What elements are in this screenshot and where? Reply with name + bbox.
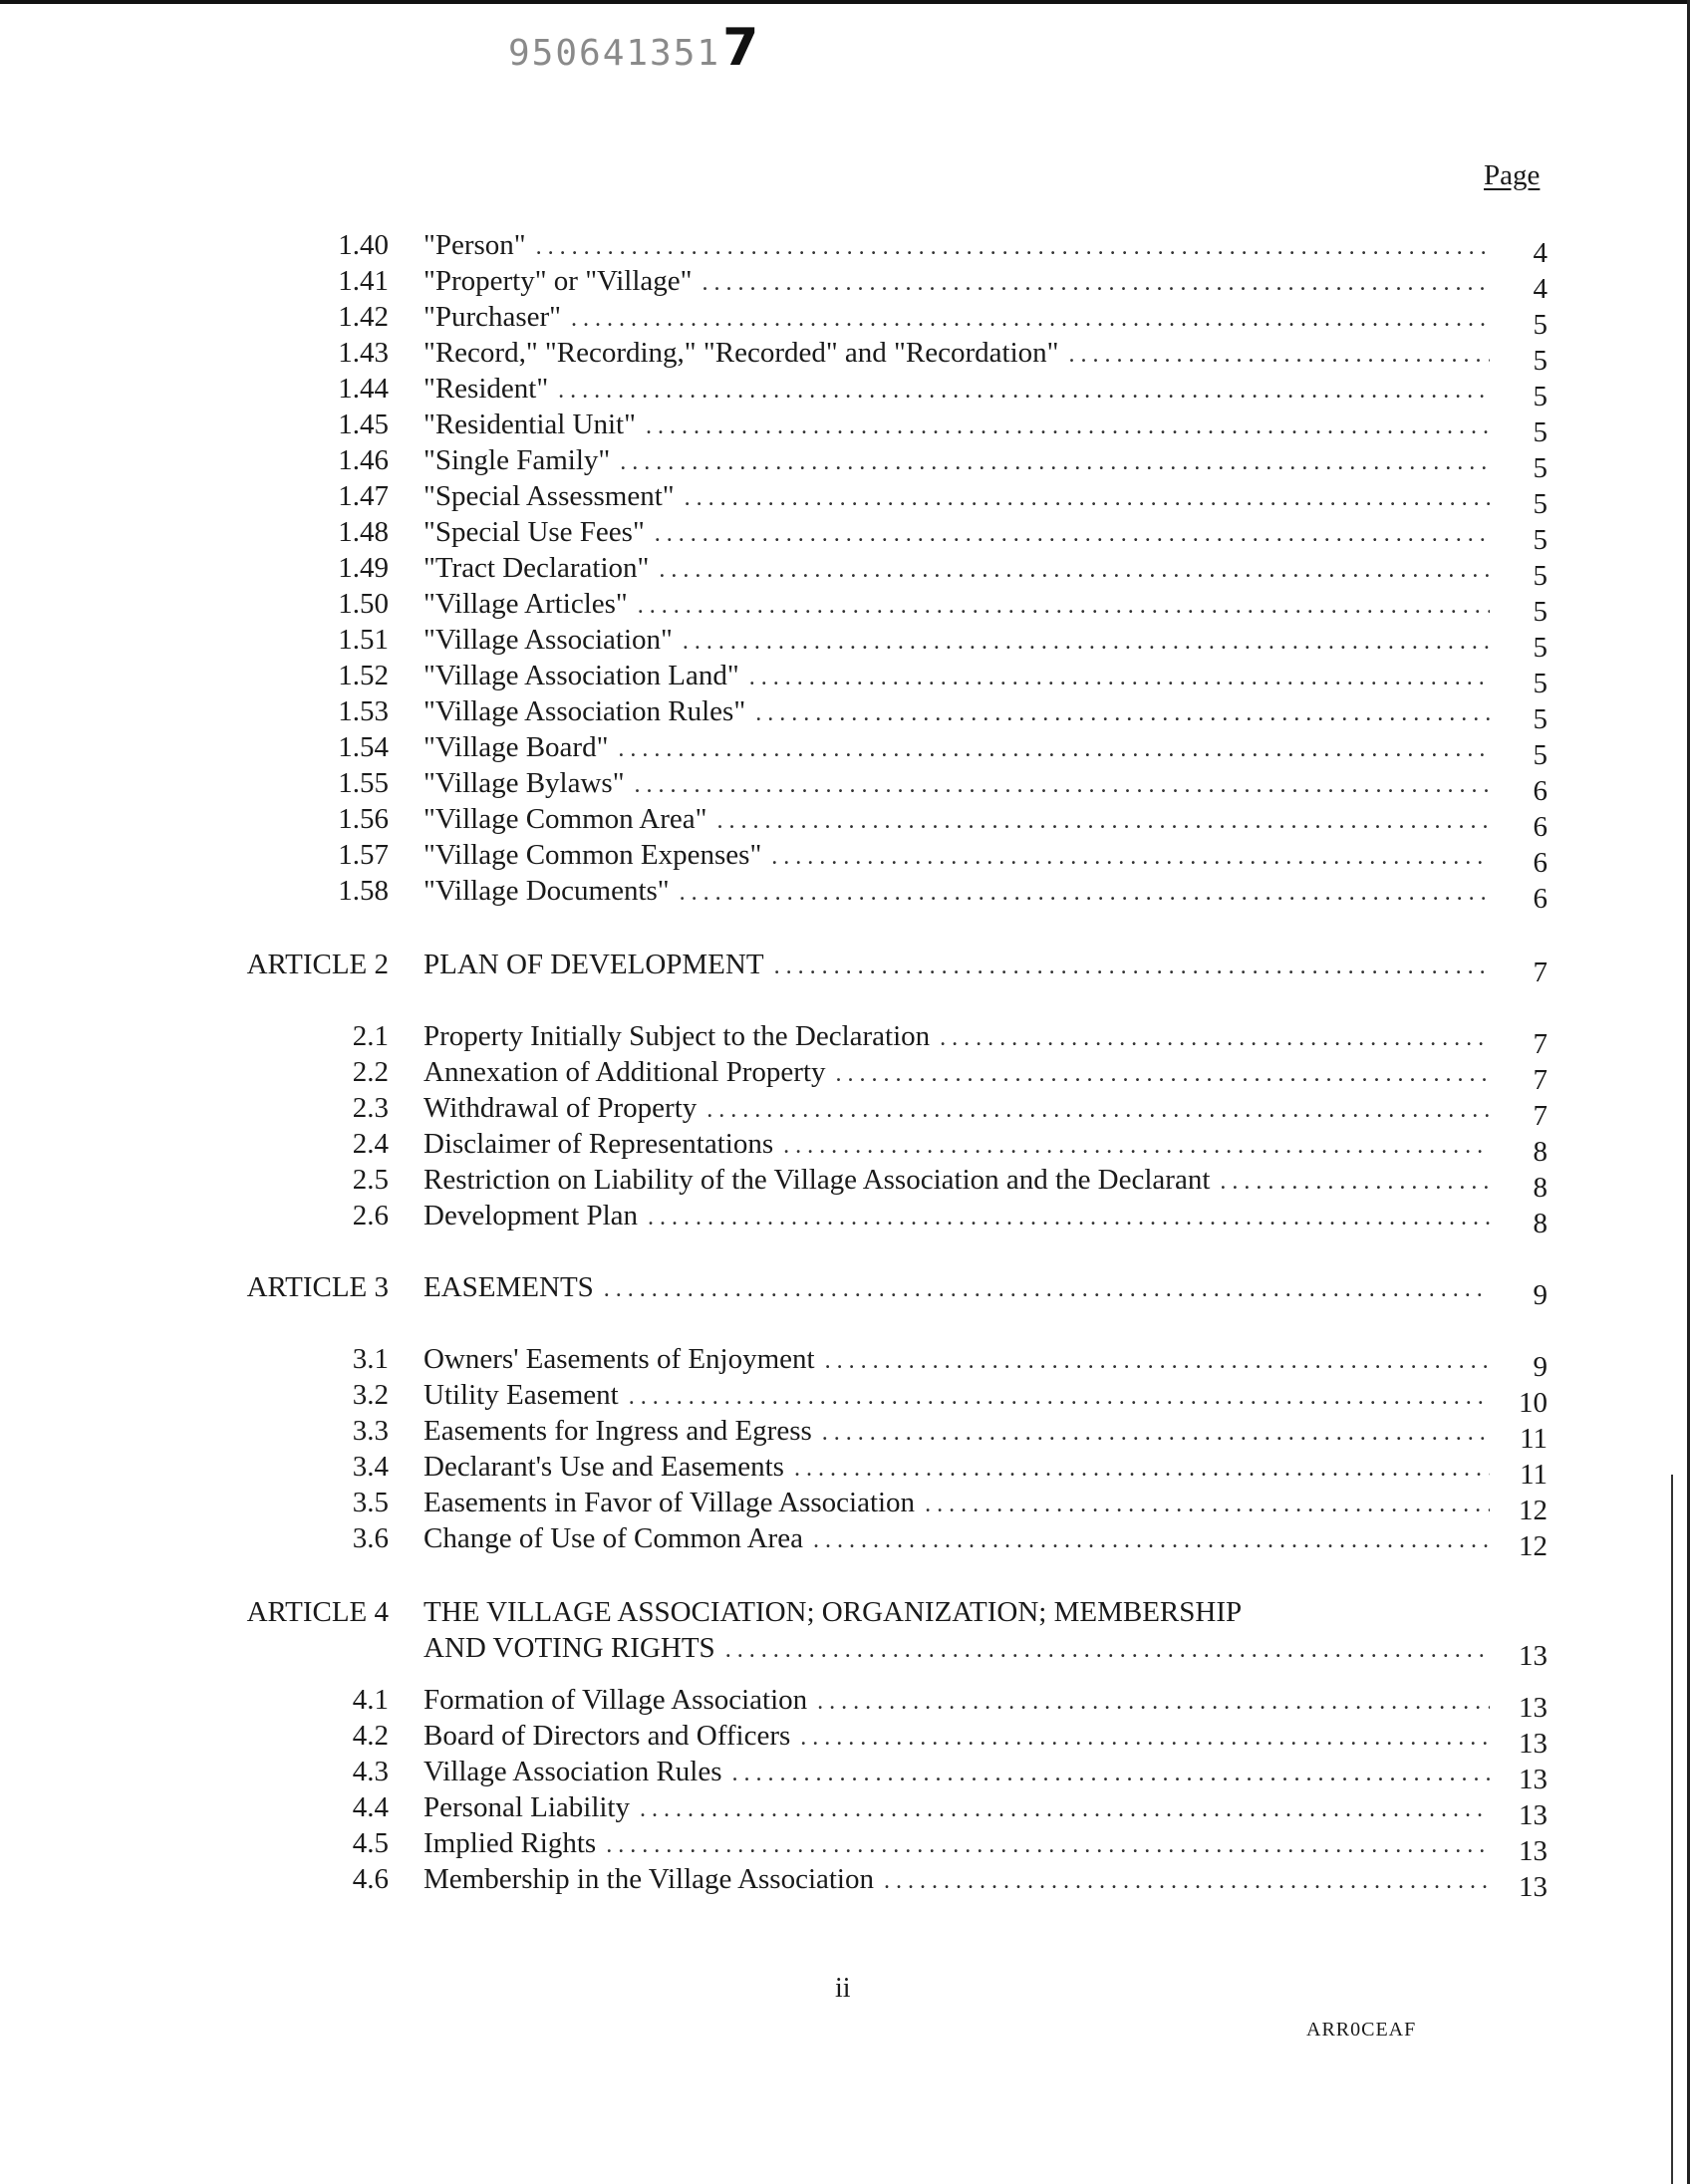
toc-entry-title: "Village Common Area" — [423, 803, 707, 835]
toc-entry-title: Village Association Rules — [423, 1756, 722, 1787]
dot-leader — [774, 949, 1490, 984]
toc-entry-title-wrap — [423, 1054, 1490, 1092]
toc-entry-number: 1.51 — [338, 624, 389, 656]
toc-entry-number: 2.4 — [352, 1128, 389, 1160]
toc-entry-title-wrap — [423, 442, 1490, 480]
toc-entry-heading-line — [0, 1594, 1690, 1630]
toc-entry-page: 8 — [1533, 1136, 1548, 1168]
toc-entry-page: 4 — [1533, 273, 1548, 305]
toc-entry-page: 8 — [1533, 1208, 1548, 1239]
toc-entry-title: Change of Use of Common Area — [423, 1522, 803, 1554]
toc-entry-title: Implied Rights — [423, 1827, 597, 1859]
toc-entry-title: "Village Articles" — [423, 588, 628, 620]
toc-entry-title-wrap — [423, 550, 1490, 588]
toc-entry-title-wrap — [423, 873, 1490, 911]
stamp-handwritten-digit: 7 — [722, 18, 761, 78]
toc-entry[interactable] — [0, 1162, 1690, 1204]
toc-entry-title-wrap — [423, 1682, 1490, 1720]
toc-entry-title-wrap — [423, 1269, 1490, 1307]
toc-entry-number: 1.43 — [338, 337, 389, 369]
dot-leader — [646, 409, 1490, 444]
toc-entry-page: 5 — [1533, 488, 1548, 520]
toc-entry-number: 3.2 — [352, 1379, 389, 1411]
toc-entry-page: 10 — [1519, 1387, 1548, 1419]
dot-leader — [822, 1415, 1490, 1451]
toc-entry-number: 1.54 — [338, 731, 389, 763]
dot-leader — [638, 588, 1490, 624]
toc-entry-title-wrap — [423, 407, 1490, 444]
dot-leader — [648, 1200, 1490, 1235]
toc-entry-number: 1.52 — [338, 660, 389, 691]
toc-entry-title-wrap — [423, 1861, 1490, 1899]
dot-leader — [604, 1271, 1490, 1307]
toc-entry-page: 5 — [1533, 452, 1548, 484]
toc-entry-title-wrap — [423, 1718, 1490, 1756]
toc-entry-title: "Village Association Rules" — [423, 695, 746, 727]
toc-entry[interactable] — [0, 622, 1690, 664]
toc-entry-page: 11 — [1520, 1423, 1548, 1455]
toc-entry-title-wrap — [423, 801, 1490, 839]
toc-entry-page: 7 — [1533, 1064, 1548, 1096]
toc-entry-title-wrap — [423, 1162, 1490, 1200]
toc-entry-title: "Village Documents" — [423, 875, 670, 907]
dot-leader — [640, 1791, 1490, 1827]
toc-entry[interactable] — [0, 1754, 1690, 1795]
dot-leader — [1068, 337, 1490, 373]
toc-entry-page: 5 — [1533, 668, 1548, 699]
toc-entry-page: 7 — [1533, 1100, 1548, 1132]
toc-entry-title: "Special Use Fees" — [423, 516, 645, 548]
toc-entry[interactable] — [0, 1377, 1690, 1419]
toc-entry-title-wrap — [423, 729, 1490, 767]
toc-entry[interactable] — [0, 263, 1690, 305]
toc-entry[interactable] — [0, 514, 1690, 556]
toc-entry-title: Owners' Easements of Enjoyment — [423, 1343, 815, 1375]
dot-leader — [606, 1827, 1490, 1863]
toc-entry[interactable] — [0, 1198, 1690, 1239]
toc-entry-number: 1.58 — [338, 875, 389, 907]
toc-entry-title: "Purchaser" — [423, 301, 562, 333]
dot-leader — [659, 552, 1490, 588]
toc-entry-number: 2.6 — [352, 1200, 389, 1231]
toc-entry-title: Withdrawal of Property — [423, 1092, 698, 1124]
toc-entry-number: 1.48 — [338, 516, 389, 548]
toc-entry-title-wrap — [423, 227, 1490, 265]
toc-entry-number: 1.56 — [338, 803, 389, 835]
toc-entry[interactable] — [0, 586, 1690, 628]
toc-entry-page: 13 — [1519, 1871, 1548, 1903]
toc-entry[interactable] — [0, 407, 1690, 448]
dot-leader — [732, 1756, 1490, 1791]
toc-entry-title: "Record," "Recording," "Recorded" and "Recordation" — [423, 337, 1059, 369]
toc-entry-title: Membership in the Village Association — [423, 1863, 874, 1895]
toc-entry-number: 2.1 — [352, 1020, 389, 1052]
toc-entry-page: 5 — [1533, 381, 1548, 412]
toc-entry-title-wrap — [423, 1413, 1490, 1451]
toc-entry-title: "Property" or "Village" — [423, 265, 693, 297]
toc-entry-title: "Special Assessment" — [423, 480, 675, 512]
toc-entry[interactable] — [0, 1413, 1690, 1455]
toc-entry-title-wrap — [423, 371, 1490, 409]
toc-entry[interactable] — [0, 478, 1690, 520]
toc-entry[interactable] — [0, 1718, 1690, 1760]
dot-leader — [571, 301, 1490, 337]
toc-entry[interactable] — [0, 801, 1690, 843]
toc-entry-number: 2.3 — [352, 1092, 389, 1124]
toc-entry-title: Property Initially Subject to the Declaration — [423, 1020, 931, 1052]
dot-leader — [655, 516, 1490, 552]
stamp-printed-digits: 950641351 — [508, 33, 721, 74]
toc-entry-page: 5 — [1533, 345, 1548, 377]
dot-leader — [620, 444, 1490, 480]
toc-entry-title: Restriction on Liability of the Village Association and the Declarant — [423, 1164, 1211, 1196]
toc-entry[interactable] — [0, 1825, 1690, 1867]
toc-entry[interactable] — [0, 947, 1690, 988]
dot-leader — [703, 265, 1491, 301]
dot-leader — [618, 731, 1490, 767]
toc-entry-page: 13 — [1519, 1799, 1548, 1831]
toc-entry-title-line1: THE VILLAGE ASSOCIATION; ORGANIZATION; MEMBERSHIP — [423, 1596, 1243, 1628]
toc-entry-page: 5 — [1533, 739, 1548, 771]
dot-leader — [629, 1379, 1490, 1415]
toc-entry-page: 13 — [1519, 1728, 1548, 1760]
toc-entry[interactable] — [0, 1126, 1690, 1168]
toc-entry-page: 9 — [1533, 1351, 1548, 1383]
dot-leader — [706, 1092, 1490, 1128]
toc-entry-title: Annexation of Additional Property — [423, 1056, 826, 1088]
dot-leader — [884, 1863, 1490, 1899]
toc-entry-number: 1.44 — [338, 373, 389, 405]
toc-entry[interactable] — [0, 1682, 1690, 1724]
toc-entry-title-wrap — [423, 1789, 1490, 1827]
toc-entry[interactable] — [0, 1861, 1690, 1903]
dot-leader — [680, 875, 1490, 911]
toc-entry-number: ARTICLE 3 — [246, 1271, 389, 1303]
toc-entry-number: 4.5 — [352, 1827, 389, 1859]
toc-entry[interactable] — [0, 729, 1690, 771]
toc-entry-title-wrap — [423, 1341, 1490, 1379]
toc-entry-page: 4 — [1533, 237, 1548, 269]
dot-leader — [536, 229, 1490, 265]
toc-entry-number: 3.6 — [352, 1522, 389, 1554]
toc-entry-title: Utility Easement — [423, 1379, 619, 1411]
toc-entry[interactable] — [0, 1789, 1690, 1831]
dot-leader — [755, 695, 1490, 731]
toc-entry-number: 3.5 — [352, 1487, 389, 1518]
toc-entry-title-wrap — [423, 658, 1490, 695]
document-stamp-number — [508, 18, 760, 78]
toc-entry[interactable] — [0, 1520, 1690, 1562]
dot-leader — [783, 1128, 1490, 1164]
toc-entry-number: 1.55 — [338, 767, 389, 799]
toc-entry-page: 5 — [1533, 524, 1548, 556]
toc-entry-title: Formation of Village Association — [423, 1684, 808, 1716]
toc-entry-title: Personal Liability — [423, 1791, 630, 1823]
toc-entry-page: 11 — [1520, 1459, 1548, 1491]
toc-entry-number: 1.57 — [338, 839, 389, 871]
toc-entry-title-wrap — [423, 1377, 1490, 1415]
toc-entry-page: 12 — [1519, 1495, 1548, 1526]
toc-entry[interactable] — [0, 1090, 1690, 1132]
toc-entry[interactable] — [0, 1449, 1690, 1491]
toc-entry-title-wrap — [423, 693, 1490, 731]
toc-entry-title-wrap — [423, 478, 1490, 516]
toc-entry[interactable] — [0, 1341, 1690, 1383]
toc-entry-title-wrap — [423, 514, 1490, 552]
toc-entry-title-wrap — [423, 765, 1490, 803]
toc-entry-title-wrap — [423, 335, 1490, 373]
toc-entry-number: 4.4 — [352, 1791, 389, 1823]
toc-entry-page: 8 — [1533, 1172, 1548, 1204]
toc-entry-page: 6 — [1533, 775, 1548, 807]
toc-entry-number: 1.47 — [338, 480, 389, 512]
dot-leader — [813, 1522, 1490, 1558]
toc-entry-number: 1.46 — [338, 444, 389, 476]
toc-entry[interactable] — [0, 442, 1690, 484]
toc-entry-title-wrap — [423, 1754, 1490, 1791]
dot-leader — [925, 1487, 1490, 1522]
dot-leader — [940, 1020, 1490, 1056]
toc-entry-title-wrap — [423, 263, 1490, 301]
dot-leader — [771, 839, 1490, 875]
toc-entry[interactable] — [0, 658, 1690, 699]
toc-entry-title: "Tract Declaration" — [423, 552, 650, 584]
toc-entry-number: 4.3 — [352, 1756, 389, 1787]
toc-entry-page: 13 — [1519, 1764, 1548, 1795]
dot-leader — [683, 624, 1490, 660]
toc-entry-page: 6 — [1533, 883, 1548, 915]
toc-entry-number: ARTICLE 2 — [246, 949, 389, 980]
toc-entry-title: "Single Family" — [423, 444, 611, 476]
toc-entry-number: 4.1 — [352, 1684, 389, 1716]
toc-entry-page: 6 — [1533, 847, 1548, 879]
toc-entry[interactable] — [0, 837, 1690, 879]
toc-entry-number: 2.5 — [352, 1164, 389, 1196]
toc-entry-title: Board of Directors and Officers — [423, 1720, 791, 1752]
toc-entry-number: 1.40 — [338, 229, 389, 261]
toc-entry-title: "Village Association Land" — [423, 660, 739, 691]
toc-entry-number: 1.50 — [338, 588, 389, 620]
toc-entry-title: Easements for Ingress and Egress — [423, 1415, 812, 1447]
toc-entry-number: 1.53 — [338, 695, 389, 727]
toc-entry-title-wrap — [423, 1825, 1490, 1863]
toc-entry-title: "Village Association" — [423, 624, 673, 656]
toc-entry-page: 5 — [1533, 596, 1548, 628]
toc-entry-page: 7 — [1533, 956, 1548, 988]
toc-entry-page: 9 — [1533, 1279, 1548, 1311]
toc-entry-title: Disclaimer of Representations — [423, 1128, 774, 1160]
toc-entry-number: 3.4 — [352, 1451, 389, 1483]
toc-entry-page: 13 — [1519, 1835, 1548, 1867]
toc-entry-page: 5 — [1533, 560, 1548, 592]
toc-entry-number: ARTICLE 4 — [246, 1596, 389, 1628]
toc-entry-title: Development Plan — [423, 1200, 639, 1231]
toc-entry[interactable] — [0, 227, 1690, 269]
toc-entry-number: 4.6 — [352, 1863, 389, 1895]
toc-entry-page: 13 — [1519, 1640, 1548, 1672]
toc-entry-title: "Person" — [423, 229, 526, 261]
toc-entry[interactable] — [0, 1054, 1690, 1096]
toc-entry-page: 5 — [1533, 703, 1548, 735]
toc-entry-page: 13 — [1519, 1692, 1548, 1724]
toc-entry-title-wrap — [423, 1198, 1490, 1235]
toc-entry[interactable] — [0, 873, 1690, 915]
toc-entry-number: 3.1 — [352, 1343, 389, 1375]
toc-entry[interactable] — [0, 765, 1690, 807]
dot-leader — [725, 1632, 1490, 1668]
toc-entry[interactable] — [0, 1018, 1690, 1060]
toc-entry-title: "Village Board" — [423, 731, 609, 763]
toc-entry-title: AND VOTING RIGHTS — [423, 1632, 715, 1664]
toc-entry-page: 12 — [1519, 1530, 1548, 1562]
toc-entry-title-wrap — [423, 622, 1490, 660]
footer-page-number: ii — [835, 1973, 851, 2004]
toc-entry-title-wrap — [423, 947, 1490, 984]
toc-entry[interactable] — [0, 1269, 1690, 1311]
toc-entry-title-wrap — [423, 1520, 1490, 1558]
toc-entry-page: 7 — [1533, 1028, 1548, 1060]
toc-entry-number: 1.41 — [338, 265, 389, 297]
dot-leader — [1220, 1164, 1490, 1200]
toc-entry-title-wrap — [423, 1449, 1490, 1487]
toc-entry-title-wrap — [423, 1630, 1490, 1668]
toc-entry[interactable] — [0, 1485, 1690, 1526]
toc-entry-page: 5 — [1533, 632, 1548, 664]
footer-document-code: ARR0CEAF — [1306, 2019, 1417, 2041]
toc-entry-number: 3.3 — [352, 1415, 389, 1447]
toc-entry-title: EASEMENTS — [423, 1271, 594, 1303]
toc-entry-page: 6 — [1533, 811, 1548, 843]
page-column-heading: Page — [1484, 159, 1541, 191]
toc-entry-number: 2.2 — [352, 1056, 389, 1088]
dot-leader — [794, 1451, 1490, 1487]
toc-entry-title-wrap — [423, 1018, 1490, 1056]
toc-entry[interactable] — [0, 299, 1690, 341]
dot-leader — [635, 767, 1490, 803]
dot-leader — [717, 803, 1491, 839]
dot-leader — [817, 1684, 1490, 1720]
scan-edge-top — [0, 0, 1690, 4]
dot-leader — [800, 1720, 1490, 1756]
toc-entry-number: 1.42 — [338, 301, 389, 333]
toc-entry-title: "Village Common Expenses" — [423, 839, 762, 871]
toc-entry-number: 4.2 — [352, 1720, 389, 1752]
toc-entry-title: "Resident" — [423, 373, 549, 405]
dot-leader — [825, 1343, 1490, 1379]
toc-entry-title: PLAN OF DEVELOPMENT — [423, 949, 764, 980]
toc-entry-title: Easements in Favor of Village Association — [423, 1487, 916, 1518]
toc-entry-page: 5 — [1533, 416, 1548, 448]
toc-entry-title-wrap — [423, 837, 1490, 875]
toc-entry-title-wrap — [423, 1090, 1490, 1128]
toc-entry-title: "Residential Unit" — [423, 409, 636, 440]
toc-entry[interactable] — [0, 550, 1690, 592]
toc-entry-title: Declarant's Use and Easements — [423, 1451, 784, 1483]
dot-leader — [685, 480, 1490, 516]
toc-entry[interactable] — [0, 335, 1690, 377]
toc-entry-title-wrap — [423, 586, 1490, 624]
dot-leader — [836, 1056, 1490, 1092]
dot-leader — [749, 660, 1490, 695]
dot-leader — [558, 373, 1490, 409]
toc-entry-number: 1.45 — [338, 409, 389, 440]
toc-entry[interactable] — [0, 693, 1690, 735]
toc-entry-title-wrap — [423, 1126, 1490, 1164]
toc-entry-title-wrap — [423, 299, 1490, 337]
toc-entry-title-wrap — [423, 1485, 1490, 1522]
toc-entry[interactable] — [0, 1630, 1690, 1672]
toc-entry-number: 1.49 — [338, 552, 389, 584]
toc-entry-page: 5 — [1533, 309, 1548, 341]
toc-entry-title: "Village Bylaws" — [423, 767, 625, 799]
toc-entry[interactable] — [0, 371, 1690, 412]
